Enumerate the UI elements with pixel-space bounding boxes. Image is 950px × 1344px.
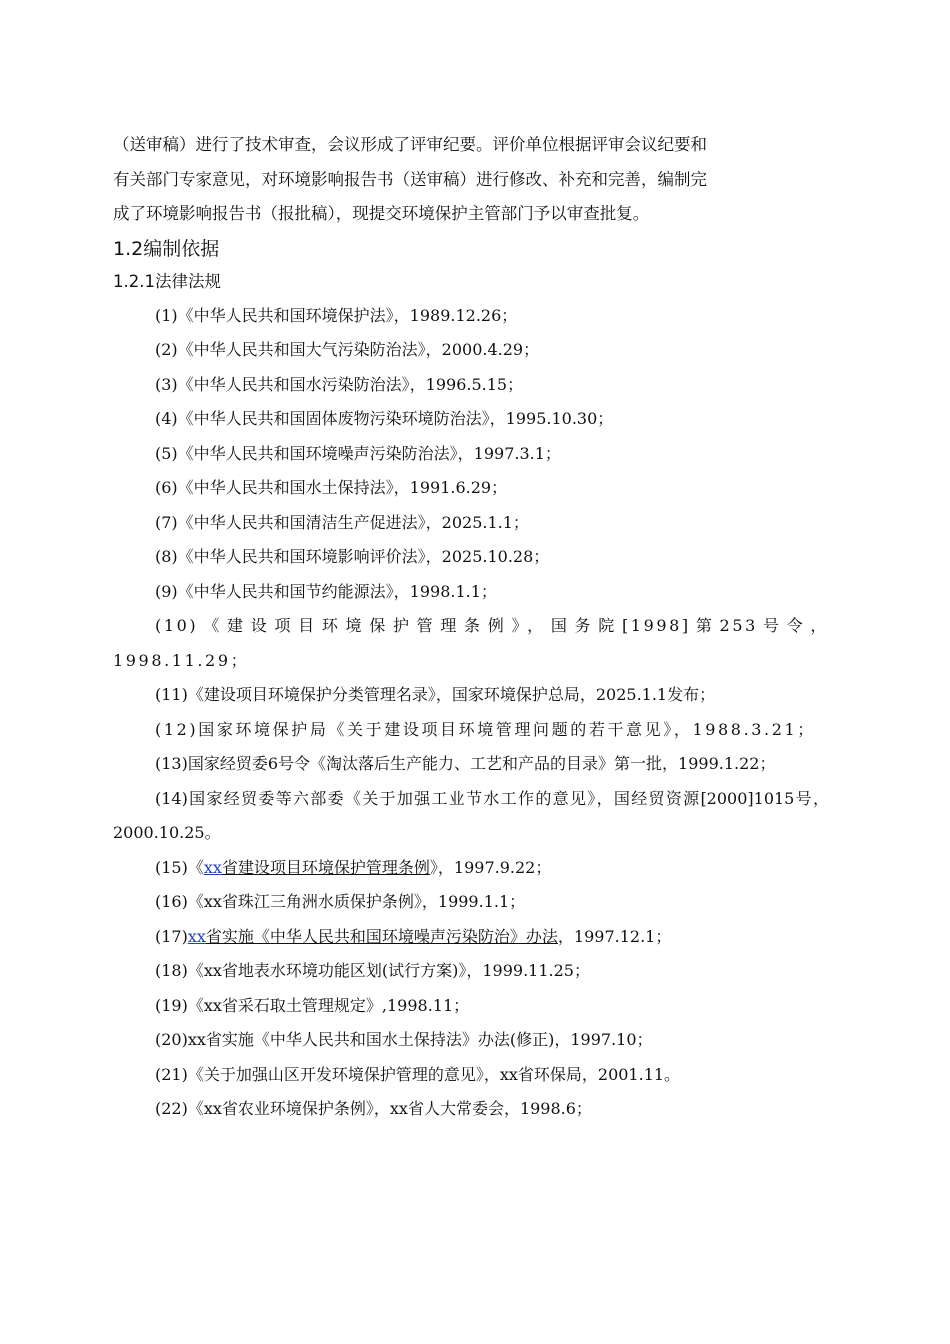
law-item-6: (6)《中华人民共和国水土保持法》，1991.6.29； xyxy=(155,478,508,497)
law-item-8: (8)《中华人民共和国环境影响评价法》，2025.10.28； xyxy=(155,547,550,566)
law-item-10: (10)《建设项目环境保护管理条例》，国务院[1998]第253号令，1998.11.29； xyxy=(113,616,829,670)
laws-list xyxy=(113,299,829,1127)
law-item-15-link[interactable]: xx xyxy=(203,857,222,877)
law-item-22: (22)《xx省农业环境保护条例》，xx省人大常委会，1998.6； xyxy=(155,1099,592,1118)
law-item-3: (3)《中华人民共和国水污染防治法》，1996.5.15； xyxy=(155,374,524,394)
law-item-17 xyxy=(113,920,829,955)
law-item-20: (20)xx省实施《中华人民共和国水土保持法》办法(修正)，1997.10； xyxy=(155,1030,653,1049)
law-item-7: (7)《中华人民共和国清洁生产促进法》，2025.1.1； xyxy=(155,512,529,532)
law-item-17-link[interactable]: xx xyxy=(187,926,206,946)
section-heading: 1.2编制依据 xyxy=(113,237,220,260)
intro-line-2: 有关部门专家意见，对环境影响报告书（送审稿）进行修改、补充和完善，编制完 xyxy=(113,169,707,189)
law-item-18: (18)《xx省地表水环境功能区划(试行方案)》，1999.11.25； xyxy=(155,961,590,980)
law-item-19: (19)《xx省采石取土管理规定》,1998.11； xyxy=(155,995,470,1015)
law-item-21: (21)《关于加强山区开发环境保护管理的意见》，xx省环保局，2001.11。 xyxy=(155,1064,681,1084)
law-item-15 xyxy=(113,851,829,886)
intro-line-3: 成了环境影响报告书（报批稿），现提交环境保护主管部门予以审查批复。 xyxy=(113,204,650,223)
intro-line-1: （送审稿）进行了技术审查，会议形成了评审纪要。评价单位根据评审会议纪要和 xyxy=(113,135,707,154)
subsection-heading: 1.2.1法律法规 xyxy=(113,271,221,291)
law-item-11: (11)《建设项目环境保护分类管理名录》，国家环境保护总局，2025.1.1发布； xyxy=(155,685,716,704)
law-item-2: (2)《中华人民共和国大气污染防治法》，2000.4.29； xyxy=(155,340,540,359)
law-item-17-linked-rest[interactable]: 省实施《中华人民共和国环境噪声污染防治》办法 xyxy=(205,926,558,946)
page-content xyxy=(113,128,829,1127)
law-item-12: (12)国家环境保护局《关于建设项目环境管理问题的若干意见》，1988.3.21； xyxy=(155,719,816,739)
law-item-17-suffix: ，1997.12.1； xyxy=(557,926,672,946)
law-item-9: (9)《中华人民共和国节约能源法》，1998.1.1； xyxy=(155,581,497,601)
law-item-13: (13)国家经贸委6号令《淘汰落后生产能力、工艺和产品的目录》第一批，1999.1.22； xyxy=(155,754,776,773)
law-item-15-title[interactable] xyxy=(204,858,430,877)
law-item-15-prefix: (15)《 xyxy=(155,857,204,877)
law-item-15-linked-rest[interactable]: 省建设项目环境保护管理条例 xyxy=(221,857,430,877)
law-item-16: (16)《xx省珠江三角洲水质保护条例》，1999.1.1； xyxy=(155,892,526,911)
law-item-4: (4)《中华人民共和国固体废物污染环境防治法》，1995.10.30； xyxy=(155,409,614,428)
law-item-14: (14)国家经贸委等六部委《关于加强工业节水工作的意见》，国经贸资源[2000]1015号，2000.10.25。 xyxy=(113,788,829,842)
law-item-17-prefix: (17) xyxy=(155,926,188,946)
law-item-15-suffix: 》，1997.9.22； xyxy=(429,857,552,877)
law-item-5: (5)《中华人民共和国环境噪声污染防治法》，1997.3.1； xyxy=(155,443,561,463)
law-item-17-title[interactable] xyxy=(188,927,558,946)
law-item-1: (1)《中华人民共和国环境保护法》，1989.12.26； xyxy=(155,305,518,325)
